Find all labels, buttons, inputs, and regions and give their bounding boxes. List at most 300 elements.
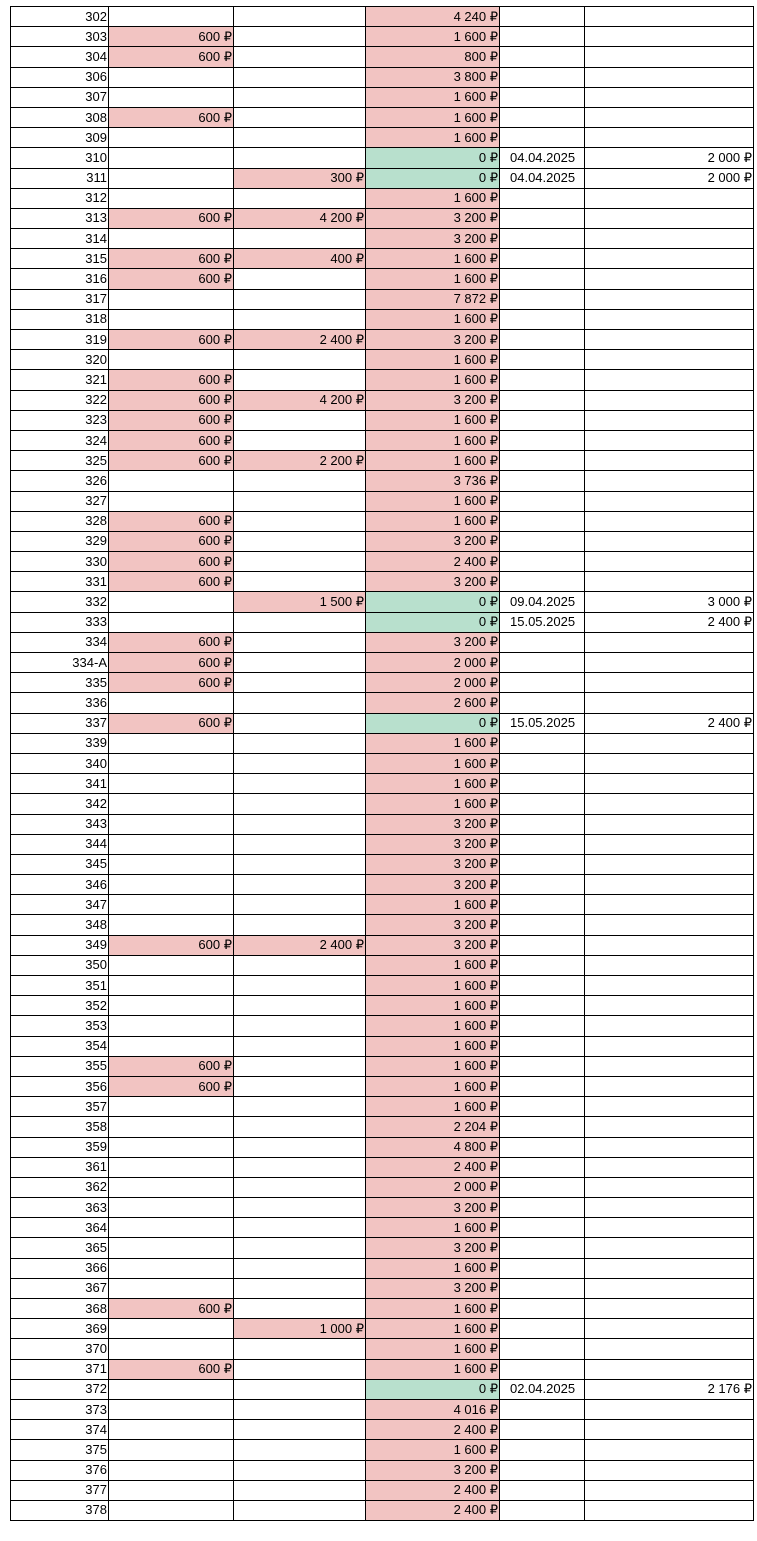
payment-date-cell[interactable]	[500, 1218, 585, 1238]
fee-b-cell[interactable]	[234, 814, 366, 834]
payment-date-cell[interactable]	[500, 1299, 585, 1319]
fee-b-cell[interactable]	[234, 834, 366, 854]
payment-date-cell[interactable]	[500, 653, 585, 673]
fee-b-cell[interactable]	[234, 531, 366, 551]
fee-a-cell[interactable]	[109, 1198, 234, 1218]
fee-a-cell[interactable]	[109, 289, 234, 309]
apartment-number-cell[interactable]: 318	[11, 309, 109, 329]
payment-amount-cell[interactable]	[585, 410, 754, 430]
payment-amount-cell[interactable]	[585, 572, 754, 592]
fee-b-cell[interactable]	[234, 309, 366, 329]
balance-cell[interactable]: 4 240 ₽	[366, 7, 500, 27]
balance-cell[interactable]: 1 600 ₽	[366, 794, 500, 814]
payment-date-cell[interactable]	[500, 1339, 585, 1359]
fee-a-cell[interactable]	[109, 471, 234, 491]
apartment-number-cell[interactable]: 365	[11, 1238, 109, 1258]
balance-cell[interactable]: 0 ₽	[366, 713, 500, 733]
payment-amount-cell[interactable]: 2 400 ₽	[585, 612, 754, 632]
fee-a-cell[interactable]: 600 ₽	[109, 632, 234, 652]
balance-cell[interactable]: 1 600 ₽	[366, 107, 500, 127]
apartment-number-cell[interactable]: 368	[11, 1299, 109, 1319]
balance-cell[interactable]: 0 ₽	[366, 148, 500, 168]
payment-date-cell[interactable]	[500, 491, 585, 511]
apartment-number-cell[interactable]: 308	[11, 107, 109, 127]
fee-a-cell[interactable]	[109, 1500, 234, 1520]
balance-cell[interactable]: 2 400 ₽	[366, 1500, 500, 1520]
payment-amount-cell[interactable]	[585, 854, 754, 874]
payment-amount-cell[interactable]	[585, 188, 754, 208]
payment-amount-cell[interactable]	[585, 1137, 754, 1157]
apartment-number-cell[interactable]: 348	[11, 915, 109, 935]
payment-date-cell[interactable]	[500, 269, 585, 289]
apartment-number-cell[interactable]: 349	[11, 935, 109, 955]
apartment-number-cell[interactable]: 327	[11, 491, 109, 511]
fee-b-cell[interactable]	[234, 370, 366, 390]
payment-amount-cell[interactable]	[585, 1299, 754, 1319]
fee-b-cell[interactable]	[234, 774, 366, 794]
apartment-number-cell[interactable]: 324	[11, 430, 109, 450]
balance-cell[interactable]: 1 600 ₽	[366, 1016, 500, 1036]
balance-cell[interactable]: 2 600 ₽	[366, 693, 500, 713]
fee-b-cell[interactable]	[234, 289, 366, 309]
fee-a-cell[interactable]	[109, 612, 234, 632]
apartment-number-cell[interactable]: 332	[11, 592, 109, 612]
payment-date-cell[interactable]	[500, 976, 585, 996]
balance-cell[interactable]: 0 ₽	[366, 1379, 500, 1399]
balance-cell[interactable]: 1 600 ₽	[366, 1218, 500, 1238]
fee-a-cell[interactable]: 600 ₽	[109, 511, 234, 531]
fee-a-cell[interactable]	[109, 229, 234, 249]
balance-cell[interactable]: 3 200 ₽	[366, 1278, 500, 1298]
balance-cell[interactable]: 4 800 ₽	[366, 1137, 500, 1157]
payment-date-cell[interactable]	[500, 1440, 585, 1460]
apartment-number-cell[interactable]: 334	[11, 632, 109, 652]
apartment-number-cell[interactable]: 328	[11, 511, 109, 531]
payment-date-cell[interactable]	[500, 1097, 585, 1117]
apartment-number-cell[interactable]: 357	[11, 1097, 109, 1117]
balance-cell[interactable]: 1 600 ₽	[366, 1076, 500, 1096]
apartment-number-cell[interactable]: 346	[11, 875, 109, 895]
fee-b-cell[interactable]	[234, 733, 366, 753]
payment-amount-cell[interactable]	[585, 350, 754, 370]
fee-b-cell[interactable]	[234, 875, 366, 895]
fee-a-cell[interactable]	[109, 814, 234, 834]
fee-b-cell[interactable]	[234, 612, 366, 632]
fee-a-cell[interactable]	[109, 491, 234, 511]
fee-a-cell[interactable]	[109, 1137, 234, 1157]
balance-cell[interactable]: 1 600 ₽	[366, 27, 500, 47]
payment-amount-cell[interactable]	[585, 834, 754, 854]
fee-b-cell[interactable]	[234, 955, 366, 975]
apartment-number-cell[interactable]: 315	[11, 249, 109, 269]
apartment-number-cell[interactable]: 334-А	[11, 653, 109, 673]
payment-amount-cell[interactable]	[585, 1460, 754, 1480]
fee-b-cell[interactable]	[234, 1399, 366, 1419]
payment-amount-cell[interactable]	[585, 1339, 754, 1359]
apartment-number-cell[interactable]: 358	[11, 1117, 109, 1137]
payment-date-cell[interactable]	[500, 309, 585, 329]
payment-date-cell[interactable]	[500, 955, 585, 975]
payment-amount-cell[interactable]	[585, 1440, 754, 1460]
payment-amount-cell[interactable]	[585, 1238, 754, 1258]
fee-b-cell[interactable]	[234, 1016, 366, 1036]
balance-cell[interactable]: 3 200 ₽	[366, 208, 500, 228]
fee-b-cell[interactable]: 4 200 ₽	[234, 390, 366, 410]
payment-amount-cell[interactable]	[585, 269, 754, 289]
fee-b-cell[interactable]	[234, 552, 366, 572]
payment-date-cell[interactable]	[500, 1238, 585, 1258]
balance-cell[interactable]: 0 ₽	[366, 612, 500, 632]
fee-a-cell[interactable]: 600 ₽	[109, 1359, 234, 1379]
fee-b-cell[interactable]	[234, 1218, 366, 1238]
fee-b-cell[interactable]	[234, 269, 366, 289]
payment-amount-cell[interactable]	[585, 1500, 754, 1520]
apartment-number-cell[interactable]: 319	[11, 330, 109, 350]
balance-cell[interactable]: 0 ₽	[366, 168, 500, 188]
payment-date-cell[interactable]	[500, 1480, 585, 1500]
fee-a-cell[interactable]: 600 ₽	[109, 713, 234, 733]
fee-b-cell[interactable]	[234, 471, 366, 491]
payment-date-cell[interactable]	[500, 1117, 585, 1137]
apartment-number-cell[interactable]: 320	[11, 350, 109, 370]
payment-date-cell[interactable]	[500, 552, 585, 572]
payment-amount-cell[interactable]	[585, 693, 754, 713]
balance-cell[interactable]: 3 200 ₽	[366, 531, 500, 551]
balance-cell[interactable]: 1 600 ₽	[366, 87, 500, 107]
apartment-number-cell[interactable]: 330	[11, 552, 109, 572]
fee-b-cell[interactable]	[234, 491, 366, 511]
fee-a-cell[interactable]	[109, 128, 234, 148]
balance-cell[interactable]: 3 200 ₽	[366, 390, 500, 410]
fee-b-cell[interactable]	[234, 188, 366, 208]
fee-a-cell[interactable]	[109, 1480, 234, 1500]
fee-a-cell[interactable]: 600 ₽	[109, 1299, 234, 1319]
fee-a-cell[interactable]	[109, 1258, 234, 1278]
fee-a-cell[interactable]: 600 ₽	[109, 531, 234, 551]
balance-cell[interactable]: 1 600 ₽	[366, 430, 500, 450]
fee-a-cell[interactable]	[109, 309, 234, 329]
payment-amount-cell[interactable]	[585, 935, 754, 955]
apartment-number-cell[interactable]: 316	[11, 269, 109, 289]
fee-a-cell[interactable]: 600 ₽	[109, 249, 234, 269]
apartment-number-cell[interactable]: 336	[11, 693, 109, 713]
apartment-number-cell[interactable]: 364	[11, 1218, 109, 1238]
apartment-number-cell[interactable]: 362	[11, 1177, 109, 1197]
balance-cell[interactable]: 1 600 ₽	[366, 128, 500, 148]
balance-cell[interactable]: 2 400 ₽	[366, 552, 500, 572]
payment-amount-cell[interactable]	[585, 87, 754, 107]
fee-b-cell[interactable]: 400 ₽	[234, 249, 366, 269]
payment-amount-cell[interactable]	[585, 208, 754, 228]
balance-cell[interactable]: 3 200 ₽	[366, 1198, 500, 1218]
payment-amount-cell[interactable]	[585, 673, 754, 693]
apartment-number-cell[interactable]: 302	[11, 7, 109, 27]
fee-b-cell[interactable]	[234, 47, 366, 67]
fee-a-cell[interactable]	[109, 895, 234, 915]
apartment-number-cell[interactable]: 311	[11, 168, 109, 188]
payment-date-cell[interactable]	[500, 693, 585, 713]
balance-cell[interactable]: 1 600 ₽	[366, 451, 500, 471]
payment-date-cell[interactable]	[500, 895, 585, 915]
fee-a-cell[interactable]: 600 ₽	[109, 330, 234, 350]
balance-cell[interactable]: 1 600 ₽	[366, 350, 500, 370]
apartment-number-cell[interactable]: 355	[11, 1056, 109, 1076]
apartment-number-cell[interactable]: 354	[11, 1036, 109, 1056]
fee-a-cell[interactable]	[109, 350, 234, 370]
fee-b-cell[interactable]	[234, 67, 366, 87]
fee-b-cell[interactable]	[234, 1500, 366, 1520]
apartment-number-cell[interactable]: 373	[11, 1399, 109, 1419]
payment-amount-cell[interactable]	[585, 1258, 754, 1278]
fee-b-cell[interactable]	[234, 1258, 366, 1278]
payment-date-cell[interactable]	[500, 87, 585, 107]
payment-date-cell[interactable]: 02.04.2025	[500, 1379, 585, 1399]
balance-cell[interactable]: 7 872 ₽	[366, 289, 500, 309]
fee-a-cell[interactable]	[109, 1117, 234, 1137]
payment-amount-cell[interactable]	[585, 955, 754, 975]
balance-cell[interactable]: 2 000 ₽	[366, 673, 500, 693]
payment-amount-cell[interactable]	[585, 1198, 754, 1218]
apartment-number-cell[interactable]: 366	[11, 1258, 109, 1278]
payment-amount-cell[interactable]	[585, 753, 754, 773]
payment-amount-cell[interactable]	[585, 430, 754, 450]
payment-date-cell[interactable]	[500, 814, 585, 834]
apartment-number-cell[interactable]: 356	[11, 1076, 109, 1096]
apartment-number-cell[interactable]: 363	[11, 1198, 109, 1218]
apartment-number-cell[interactable]: 347	[11, 895, 109, 915]
fee-b-cell[interactable]	[234, 410, 366, 430]
balance-cell[interactable]: 1 600 ₽	[366, 955, 500, 975]
fee-b-cell[interactable]: 2 400 ₽	[234, 330, 366, 350]
balance-cell[interactable]: 1 600 ₽	[366, 976, 500, 996]
fee-a-cell[interactable]	[109, 1339, 234, 1359]
payment-date-cell[interactable]	[500, 1359, 585, 1379]
fee-b-cell[interactable]	[234, 27, 366, 47]
payment-date-cell[interactable]	[500, 673, 585, 693]
fee-a-cell[interactable]	[109, 1238, 234, 1258]
fee-a-cell[interactable]	[109, 834, 234, 854]
fee-a-cell[interactable]	[109, 976, 234, 996]
balance-cell[interactable]: 1 600 ₽	[366, 733, 500, 753]
apartment-number-cell[interactable]: 339	[11, 733, 109, 753]
payment-amount-cell[interactable]	[585, 27, 754, 47]
payment-date-cell[interactable]	[500, 27, 585, 47]
payment-amount-cell[interactable]	[585, 1056, 754, 1076]
payment-date-cell[interactable]	[500, 1157, 585, 1177]
fee-b-cell[interactable]	[234, 976, 366, 996]
apartment-number-cell[interactable]: 322	[11, 390, 109, 410]
fee-b-cell[interactable]	[234, 1440, 366, 1460]
payment-date-cell[interactable]	[500, 531, 585, 551]
payment-amount-cell[interactable]	[585, 249, 754, 269]
balance-cell[interactable]: 1 600 ₽	[366, 269, 500, 289]
fee-a-cell[interactable]	[109, 794, 234, 814]
fee-a-cell[interactable]: 600 ₽	[109, 269, 234, 289]
fee-b-cell[interactable]	[234, 1056, 366, 1076]
fee-a-cell[interactable]	[109, 693, 234, 713]
balance-cell[interactable]: 1 600 ₽	[366, 753, 500, 773]
balance-cell[interactable]: 1 600 ₽	[366, 491, 500, 511]
payment-date-cell[interactable]	[500, 1056, 585, 1076]
payment-date-cell[interactable]: 15.05.2025	[500, 612, 585, 632]
payment-amount-cell[interactable]	[585, 531, 754, 551]
fee-a-cell[interactable]	[109, 188, 234, 208]
fee-b-cell[interactable]	[234, 1177, 366, 1197]
fee-a-cell[interactable]	[109, 753, 234, 773]
balance-cell[interactable]: 3 800 ₽	[366, 67, 500, 87]
fee-a-cell[interactable]	[109, 955, 234, 975]
balance-cell[interactable]: 2 204 ₽	[366, 1117, 500, 1137]
payment-date-cell[interactable]: 09.04.2025	[500, 592, 585, 612]
fee-a-cell[interactable]: 600 ₽	[109, 1076, 234, 1096]
fee-b-cell[interactable]	[234, 572, 366, 592]
fee-a-cell[interactable]: 600 ₽	[109, 410, 234, 430]
payment-amount-cell[interactable]	[585, 1016, 754, 1036]
balance-cell[interactable]: 3 200 ₽	[366, 229, 500, 249]
fee-a-cell[interactable]	[109, 774, 234, 794]
fee-a-cell[interactable]	[109, 148, 234, 168]
fee-a-cell[interactable]	[109, 1319, 234, 1339]
payment-amount-cell[interactable]	[585, 1319, 754, 1339]
payment-amount-cell[interactable]	[585, 107, 754, 127]
apartment-number-cell[interactable]: 325	[11, 451, 109, 471]
apartment-number-cell[interactable]: 310	[11, 148, 109, 168]
balance-cell[interactable]: 2 000 ₽	[366, 653, 500, 673]
apartment-number-cell[interactable]: 340	[11, 753, 109, 773]
payment-amount-cell[interactable]	[585, 390, 754, 410]
fee-b-cell[interactable]	[234, 1339, 366, 1359]
balance-cell[interactable]: 1 600 ₽	[366, 249, 500, 269]
payment-amount-cell[interactable]	[585, 47, 754, 67]
fee-a-cell[interactable]	[109, 1278, 234, 1298]
payment-date-cell[interactable]	[500, 632, 585, 652]
payment-amount-cell[interactable]	[585, 814, 754, 834]
balance-cell[interactable]: 1 600 ₽	[366, 1258, 500, 1278]
payment-date-cell[interactable]	[500, 572, 585, 592]
apartment-number-cell[interactable]: 345	[11, 854, 109, 874]
payment-date-cell[interactable]	[500, 47, 585, 67]
apartment-number-cell[interactable]: 352	[11, 996, 109, 1016]
payment-amount-cell[interactable]	[585, 1157, 754, 1177]
apartment-number-cell[interactable]: 304	[11, 47, 109, 67]
fee-b-cell[interactable]	[234, 693, 366, 713]
apartment-number-cell[interactable]: 367	[11, 1278, 109, 1298]
apartment-number-cell[interactable]: 350	[11, 955, 109, 975]
balance-cell[interactable]: 3 200 ₽	[366, 935, 500, 955]
fee-a-cell[interactable]	[109, 915, 234, 935]
apartment-number-cell[interactable]: 375	[11, 1440, 109, 1460]
payment-date-cell[interactable]	[500, 753, 585, 773]
fee-b-cell[interactable]	[234, 1198, 366, 1218]
payment-date-cell[interactable]	[500, 451, 585, 471]
apartment-number-cell[interactable]: 303	[11, 27, 109, 47]
payment-date-cell[interactable]	[500, 915, 585, 935]
balance-cell[interactable]: 3 200 ₽	[366, 814, 500, 834]
apartment-number-cell[interactable]: 335	[11, 673, 109, 693]
apartment-number-cell[interactable]: 344	[11, 834, 109, 854]
payment-date-cell[interactable]	[500, 289, 585, 309]
fee-b-cell[interactable]	[234, 1480, 366, 1500]
fee-a-cell[interactable]: 600 ₽	[109, 552, 234, 572]
balance-cell[interactable]: 2 400 ₽	[366, 1480, 500, 1500]
fee-b-cell[interactable]	[234, 7, 366, 27]
apartment-number-cell[interactable]: 371	[11, 1359, 109, 1379]
fee-b-cell[interactable]: 2 200 ₽	[234, 451, 366, 471]
payment-date-cell[interactable]	[500, 471, 585, 491]
balance-cell[interactable]: 2 400 ₽	[366, 1420, 500, 1440]
fee-a-cell[interactable]: 600 ₽	[109, 430, 234, 450]
fee-a-cell[interactable]	[109, 1177, 234, 1197]
payment-date-cell[interactable]	[500, 188, 585, 208]
payment-amount-cell[interactable]	[585, 794, 754, 814]
payment-amount-cell[interactable]	[585, 1359, 754, 1379]
payment-date-cell[interactable]	[500, 208, 585, 228]
payment-date-cell[interactable]	[500, 107, 585, 127]
apartment-number-cell[interactable]: 321	[11, 370, 109, 390]
payment-date-cell[interactable]	[500, 249, 585, 269]
fee-a-cell[interactable]	[109, 1016, 234, 1036]
payment-amount-cell[interactable]	[585, 733, 754, 753]
balance-cell[interactable]: 1 600 ₽	[366, 410, 500, 430]
balance-cell[interactable]: 3 200 ₽	[366, 875, 500, 895]
payment-date-cell[interactable]	[500, 1258, 585, 1278]
payment-amount-cell[interactable]	[585, 7, 754, 27]
apartment-number-cell[interactable]: 378	[11, 1500, 109, 1520]
fee-a-cell[interactable]: 600 ₽	[109, 208, 234, 228]
fee-b-cell[interactable]	[234, 128, 366, 148]
fee-a-cell[interactable]: 600 ₽	[109, 47, 234, 67]
payment-amount-cell[interactable]	[585, 1177, 754, 1197]
payment-amount-cell[interactable]	[585, 289, 754, 309]
balance-cell[interactable]: 3 200 ₽	[366, 834, 500, 854]
payment-amount-cell[interactable]	[585, 1036, 754, 1056]
balance-cell[interactable]: 1 600 ₽	[366, 1299, 500, 1319]
fee-a-cell[interactable]	[109, 1399, 234, 1419]
fee-b-cell[interactable]	[234, 1420, 366, 1440]
fee-a-cell[interactable]	[109, 1157, 234, 1177]
payment-amount-cell[interactable]	[585, 128, 754, 148]
payment-amount-cell[interactable]	[585, 1097, 754, 1117]
payment-amount-cell[interactable]	[585, 1278, 754, 1298]
balance-cell[interactable]: 3 200 ₽	[366, 330, 500, 350]
fee-b-cell[interactable]	[234, 430, 366, 450]
payment-date-cell[interactable]	[500, 854, 585, 874]
fee-a-cell[interactable]: 600 ₽	[109, 390, 234, 410]
apartment-number-cell[interactable]: 372	[11, 1379, 109, 1399]
payment-date-cell[interactable]	[500, 996, 585, 1016]
payment-date-cell[interactable]	[500, 1460, 585, 1480]
payment-amount-cell[interactable]	[585, 67, 754, 87]
fee-b-cell[interactable]	[234, 1117, 366, 1137]
fee-b-cell[interactable]	[234, 511, 366, 531]
fee-b-cell[interactable]	[234, 1379, 366, 1399]
balance-cell[interactable]: 1 600 ₽	[366, 895, 500, 915]
apartment-number-cell[interactable]: 374	[11, 1420, 109, 1440]
fee-a-cell[interactable]	[109, 1379, 234, 1399]
payment-amount-cell[interactable]: 2 000 ₽	[585, 148, 754, 168]
apartment-number-cell[interactable]: 312	[11, 188, 109, 208]
payment-amount-cell[interactable]	[585, 552, 754, 572]
payment-date-cell[interactable]	[500, 370, 585, 390]
payment-amount-cell[interactable]: 2 000 ₽	[585, 168, 754, 188]
fee-b-cell[interactable]: 4 200 ₽	[234, 208, 366, 228]
payment-amount-cell[interactable]	[585, 915, 754, 935]
payment-date-cell[interactable]	[500, 229, 585, 249]
payment-amount-cell[interactable]	[585, 229, 754, 249]
fee-a-cell[interactable]: 600 ₽	[109, 572, 234, 592]
balance-cell[interactable]: 1 600 ₽	[366, 1036, 500, 1056]
apartment-number-cell[interactable]: 306	[11, 67, 109, 87]
